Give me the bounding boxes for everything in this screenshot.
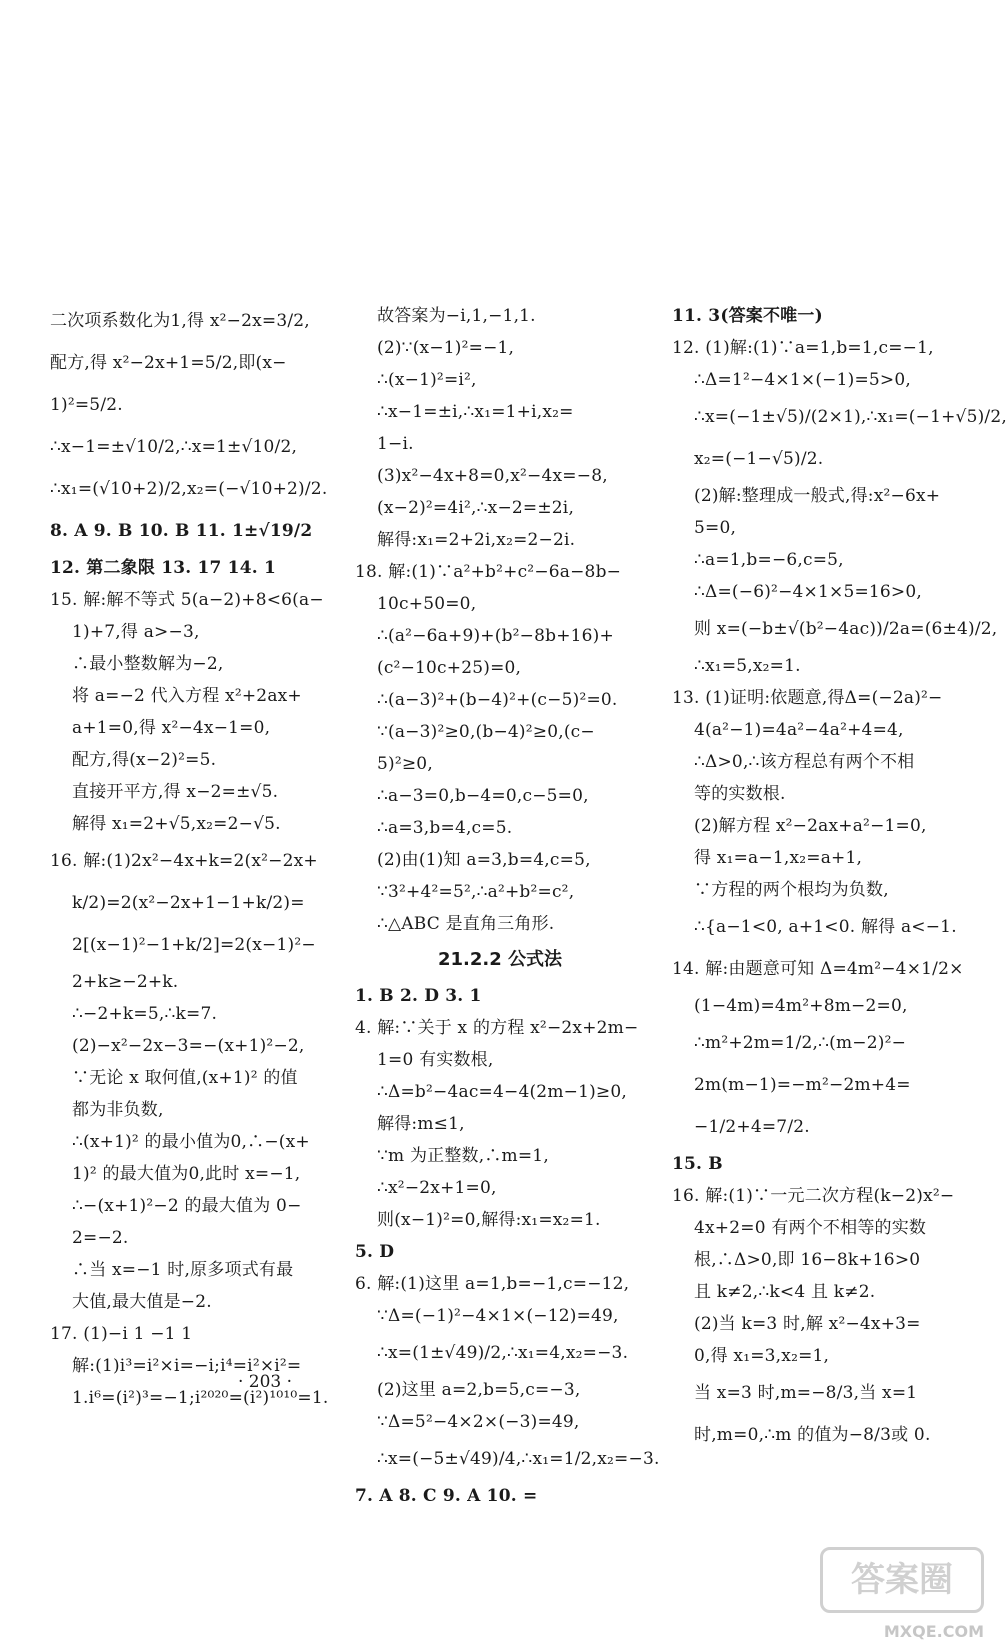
answer-line: 解得:x₁=2+2i,x₂=2−2i. [377, 530, 576, 550]
answer-line: ∴x=(−5±√49)/4,∴x₁=1/2,x₂=−3. [377, 1449, 660, 1469]
answer-line: (1−4m)=4m²+8m−2=0, [694, 996, 908, 1016]
answer-line: 1)+7,得 a>−3, [72, 622, 200, 642]
answer-line: 13. (1)证明:依题意,得Δ=(−2a)²− [672, 688, 943, 708]
answer-line: 1.i⁶=(i²)³=−1;i²⁰²⁰=(i²)¹⁰¹⁰=1. [72, 1388, 329, 1408]
answer-line: x₂=(−1−√5)/2. [694, 449, 824, 469]
answer-line: 配方,得(x−2)²=5. [72, 750, 217, 770]
answer-line: 二次项系数化为1,得 x²−2x=3/2, [50, 311, 310, 331]
answer-line: ∴x₁=(√10+2)/2,x₂=(−√10+2)/2. [50, 479, 328, 499]
answer-line: ∴a−3=0,b−4=0,c−5=0, [377, 786, 589, 806]
answer-line: 2+k≥−2+k. [72, 972, 179, 992]
answer-line: 则 x=(−b±√(b²−4ac))/2a=(6±4)/2, [694, 619, 998, 639]
answer-line: 8. A 9. B 10. B 11. 1±√19/2 [50, 521, 313, 541]
answer-line: (2)解方程 x²−2ax+a²−1=0, [694, 816, 927, 836]
answer-line: 2m(m−1)=−m²−2m+4= [694, 1075, 911, 1095]
answer-line: 12. 第二象限 13. 17 14. 1 [50, 558, 277, 578]
answer-line: 1)²=5/2. [50, 395, 123, 415]
watermark-logo: 答案圈 [820, 1547, 984, 1613]
answer-line: ∵Δ=(−1)²−4×1×(−12)=49, [377, 1306, 619, 1326]
answer-line: 故答案为−i,1,−1,1. [377, 306, 536, 326]
answer-line: ∴当 x=−1 时,原多项式有最 [72, 1260, 294, 1280]
answer-line: ∵(a−3)²≥0,(b−4)²≥0,(c− [377, 722, 595, 742]
answer-line: (c²−10c+25)=0, [377, 658, 522, 678]
answer-line: 5. D [355, 1242, 395, 1262]
answer-line: ∵方程的两个根均为负数, [694, 880, 889, 900]
answer-line: (2)∵(x−1)²=−1, [377, 338, 515, 358]
answer-line: 直接开平方,得 x−2=±√5. [72, 782, 279, 802]
answer-line: ∴Δ=b²−4ac=4−4(2m−1)≥0, [377, 1082, 627, 1102]
answer-line: 根,∴Δ>0,即 16−8k+16>0 [694, 1250, 921, 1270]
answer-line: 2[(x−1)²−1+k/2]=2(x−1)²− [72, 935, 316, 955]
answer-line: ∴x=(1±√49)/2,∴x₁=4,x₂=−3. [377, 1343, 629, 1363]
answer-line: ∴Δ>0,∴该方程总有两个不相 [694, 752, 915, 772]
answer-line: ∴a=1,b=−6,c=5, [694, 550, 844, 570]
answer-line: (3)x²−4x+8=0,x²−4x=−8, [377, 466, 608, 486]
answer-line: ∴m²+2m=1/2,∴(m−2)²− [694, 1033, 907, 1053]
answer-line: ∴(a−3)²+(b−4)²+(c−5)²=0. [377, 690, 618, 710]
answer-line: 1=0 有实数根, [377, 1050, 494, 1070]
answer-line: 且 k≠2,∴k<4 且 k≠2. [694, 1282, 876, 1302]
answer-line: 11. 3(答案不唯一) [672, 306, 823, 326]
answer-line: 解:(1)i³=i²×i=−i;i⁴=i²×i²= [72, 1356, 302, 1376]
answer-line: ∴x=(−1±√5)/(2×1),∴x₁=(−1+√5)/2, [694, 407, 1007, 427]
answer-line: 10c+50=0, [377, 594, 477, 614]
answer-line: (2)解:整理成一般式,得:x²−6x+ [694, 486, 941, 506]
answer-line: ∴Δ=(−6)²−4×1×5=16>0, [694, 582, 922, 602]
answer-line: 解得 x₁=2+√5,x₂=2−√5. [72, 814, 281, 834]
watermark [820, 1543, 990, 1643]
answer-line: ∴△ABC 是直角三角形. [377, 914, 555, 934]
answer-line: 1)² 的最大值为0,此时 x=−1, [72, 1164, 301, 1184]
answer-line: 4. 解:∵关于 x 的方程 x²−2x+2m− [355, 1018, 639, 1038]
answer-line: 2=−2. [72, 1228, 129, 1248]
answer-line: ∴x−1=±i,∴x₁=1+i,x₂= [377, 402, 574, 422]
answer-line: 解得:m≤1, [377, 1114, 465, 1134]
answer-line: ∵3²+4²=5²,∴a²+b²=c², [377, 882, 575, 902]
answer-line: 5=0, [694, 518, 737, 538]
column-middle [355, 300, 660, 1512]
answer-line: 大值,最大值是−2. [72, 1292, 212, 1312]
answer-line: 都为非负数, [72, 1100, 164, 1120]
answer-line: ∴x−1=±√10/2,∴x=1±√10/2, [50, 437, 298, 457]
answer-line: (2)由(1)知 a=3,b=4,c=5, [377, 850, 591, 870]
section-title: 21.2.2 公式法 [437, 949, 563, 970]
answer-line: 则(x−1)²=0,解得:x₁=x₂=1. [377, 1210, 601, 1230]
answer-line: ∴x²−2x+1=0, [377, 1178, 497, 1198]
answer-line: 18. 解:(1)∵a²+b²+c²−6a−8b− [355, 562, 622, 582]
answer-line: ∴a=3,b=4,c=5. [377, 818, 513, 838]
answer-line: ∴−(x+1)²−2 的最大值为 0− [72, 1196, 302, 1216]
answer-line: 时,m=0,∴m 的值为−8/3或 0. [694, 1425, 931, 1445]
answer-line: ∴{a−1<0, a+1<0. 解得 a<−1. [694, 917, 957, 937]
answer-line: 12. (1)解:(1)∵a=1,b=1,c=−1, [672, 338, 934, 358]
answer-line: 4(a²−1)=4a²−4a²+4=4, [694, 720, 904, 740]
page-number: · 203 · [237, 1372, 293, 1392]
column-right [672, 300, 1007, 1456]
answer-line: ∵Δ=5²−4×2×(−3)=49, [377, 1412, 580, 1432]
answer-line: ∴−2+k=5,∴k=7. [72, 1004, 218, 1024]
answer-line: 5)²≥0, [377, 754, 433, 774]
answer-line: (2)当 k=3 时,解 x²−4x+3= [694, 1314, 921, 1334]
answer-line: 15. B [672, 1154, 723, 1174]
answer-line: ∴(x+1)² 的最小值为0,∴−(x+ [72, 1132, 310, 1152]
answer-line: 7. A 8. C 9. A 10. = [355, 1486, 538, 1506]
answer-line: 得 x₁=a−1,x₂=a+1, [694, 848, 863, 868]
answer-line: 等的实数根. [694, 784, 786, 804]
answer-line: ∴Δ=1²−4×1×(−1)=5>0, [694, 370, 911, 390]
answer-line: 6. 解:(1)这里 a=1,b=−1,c=−12, [355, 1274, 630, 1294]
column-left [50, 300, 340, 1414]
answer-line: ∴最小整数解为−2, [72, 654, 224, 674]
answer-line: ∵无论 x 取何值,(x+1)² 的值 [72, 1068, 298, 1088]
answer-line: (2)这里 a=2,b=5,c=−3, [377, 1380, 581, 1400]
answer-line: 14. 解:由题意可知 Δ=4m²−4×1/2× [672, 959, 964, 979]
answer-line: (2)−x²−2x−3=−(x+1)²−2, [72, 1036, 305, 1056]
answer-line: 当 x=3 时,m=−8/3,当 x=1 [694, 1383, 918, 1403]
answer-line: ∴(a²−6a+9)+(b²−8b+16)+ [377, 626, 614, 646]
answer-line: a+1=0,得 x²−4x−1=0, [72, 718, 271, 738]
answer-line: ∵m 为正整数,∴m=1, [377, 1146, 549, 1166]
answer-line: 17. (1)−i 1 −1 1 [50, 1324, 193, 1344]
answer-line: 1. B 2. D 3. 1 [355, 986, 482, 1006]
answer-line: ∴x₁=5,x₂=1. [694, 656, 801, 676]
watermark-site: MXQE.COM [883, 1622, 984, 1641]
answer-line: 0,得 x₁=3,x₂=1, [694, 1346, 830, 1366]
answer-line: ∴(x−1)²=i², [377, 370, 477, 390]
answer-line: −1/2+4=7/2. [694, 1117, 810, 1137]
answer-line: (x−2)²=4i²,∴x−2=±2i, [377, 498, 575, 518]
answer-line: 4x+2=0 有两个不相等的实数 [694, 1218, 927, 1238]
answer-line: k/2)=2(x²−2x+1−1+k/2)= [72, 893, 305, 913]
answer-line: 配方,得 x²−2x+1=5/2,即(x− [50, 353, 287, 373]
answer-line: 1−i. [377, 434, 414, 454]
answer-line: 15. 解:解不等式 5(a−2)+8<6(a− [50, 590, 324, 610]
answer-line: 将 a=−2 代入方程 x²+2ax+ [72, 686, 302, 706]
answer-line: 16. 解:(1)∵一元二次方程(k−2)x²− [672, 1186, 955, 1206]
answer-line: 16. 解:(1)2x²−4x+k=2(x²−2x+ [50, 851, 318, 871]
